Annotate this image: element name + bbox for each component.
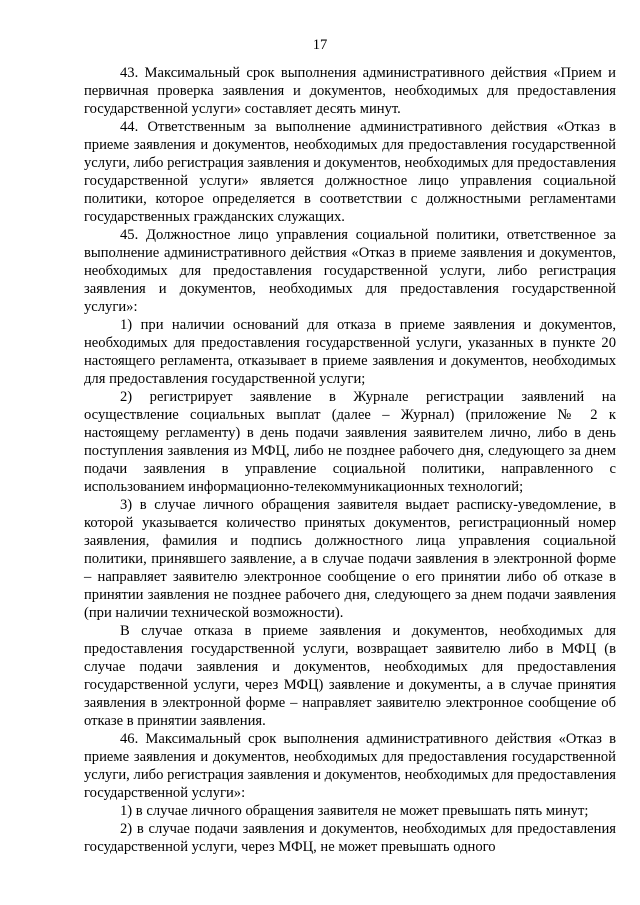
paragraph-refusal-case: В случае отказа в приеме заявления и документов, необходимых для предоставления государственной услуги, возвращает заявителю либо в МФЦ (в случае подачи заявления и документов, необходимых для предоставления государственной услуги, через МФЦ) заявление и документы, а в случае принятия заявления в электронной форме – направляет заявителю электронное сообщение об отказе в принятии заявления. xyxy=(84,623,616,729)
paragraph-43: 43. Максимальный срок выполнения административного действия «Прием и первичная проверка заявления и документов, необходимых для предоставления государственной услуги» составляет десять минут. xyxy=(84,65,616,117)
paragraph-44: 44. Ответственным за выполнение административного действия «Отказ в приеме заявления и документов, необходимых для предоставления государственной услуги, либо регистрация заявления и документов, необходимых для предоставления государственной услуги» является должностное лицо управления социальной политики, которое определяется в соответствии с должностными регламентами государственных гражданских служащих. xyxy=(84,119,616,225)
page-number: 17 xyxy=(312,37,328,53)
paragraph-46-item-1: 1) в случае личного обращения заявителя не может превышать пять минут; xyxy=(120,803,589,819)
paragraph-46-item-2: 2) в случае подачи заявления и документов, необходимых для предоставления государственной услуги, через МФЦ, не может превышать одного xyxy=(84,821,616,855)
paragraph-45: 45. Должностное лицо управления социальной политики, ответственное за выполнение административного действия «Отказ в приеме заявления и документов, необходимых для предоставления государственной услуги, либо регистрация заявления и документов, необходимых для предоставления государственной услуги»: xyxy=(84,227,616,315)
paragraph-45-item-3: 3) в случае личного обращения заявителя выдает расписку-уведомление, в которой указывается количество принятых документов, регистрационный номер заявления, фамилия и подпись должностного лица управления социальной политики, принявшего заявление, а в случае подачи заявления в электронной форме – направляет заявителю электронное сообщение о его принятии либо об отказе в принятии заявления не позднее рабочего дня, следующего за днем подачи заявления (при наличии технической возможности). xyxy=(84,497,616,621)
paragraph-45-item-1: 1) при наличии оснований для отказа в приеме заявления и документов, необходимых для предоставления государственной услуги, указанных в пункте 20 настоящего регламента, отказывает в приеме заявления и документов, необходимых для предоставления государственной услуги; xyxy=(84,317,616,387)
paragraph-45-item-2: 2) регистрирует заявление в Журнале регистрации заявлений на осуществление социальных выплат (далее – Журнал) (приложение № 2 к настоящему регламенту) в день подачи заявления заявителем лично, либо в день поступления заявления из МФЦ, либо не позднее рабочего дня, следующего за днем подачи заявления в управление социальной политики, направленного с использованием информационно-телекоммуникационных технологий; xyxy=(84,389,616,495)
document-body xyxy=(84,64,616,856)
paragraph-46: 46. Максимальный срок выполнения административного действия «Отказ в приеме заявления и документов, необходимых для предоставления государственной услуги, либо регистрация заявления и документов, необходимых для предоставления государственной услуги»: xyxy=(84,731,616,801)
